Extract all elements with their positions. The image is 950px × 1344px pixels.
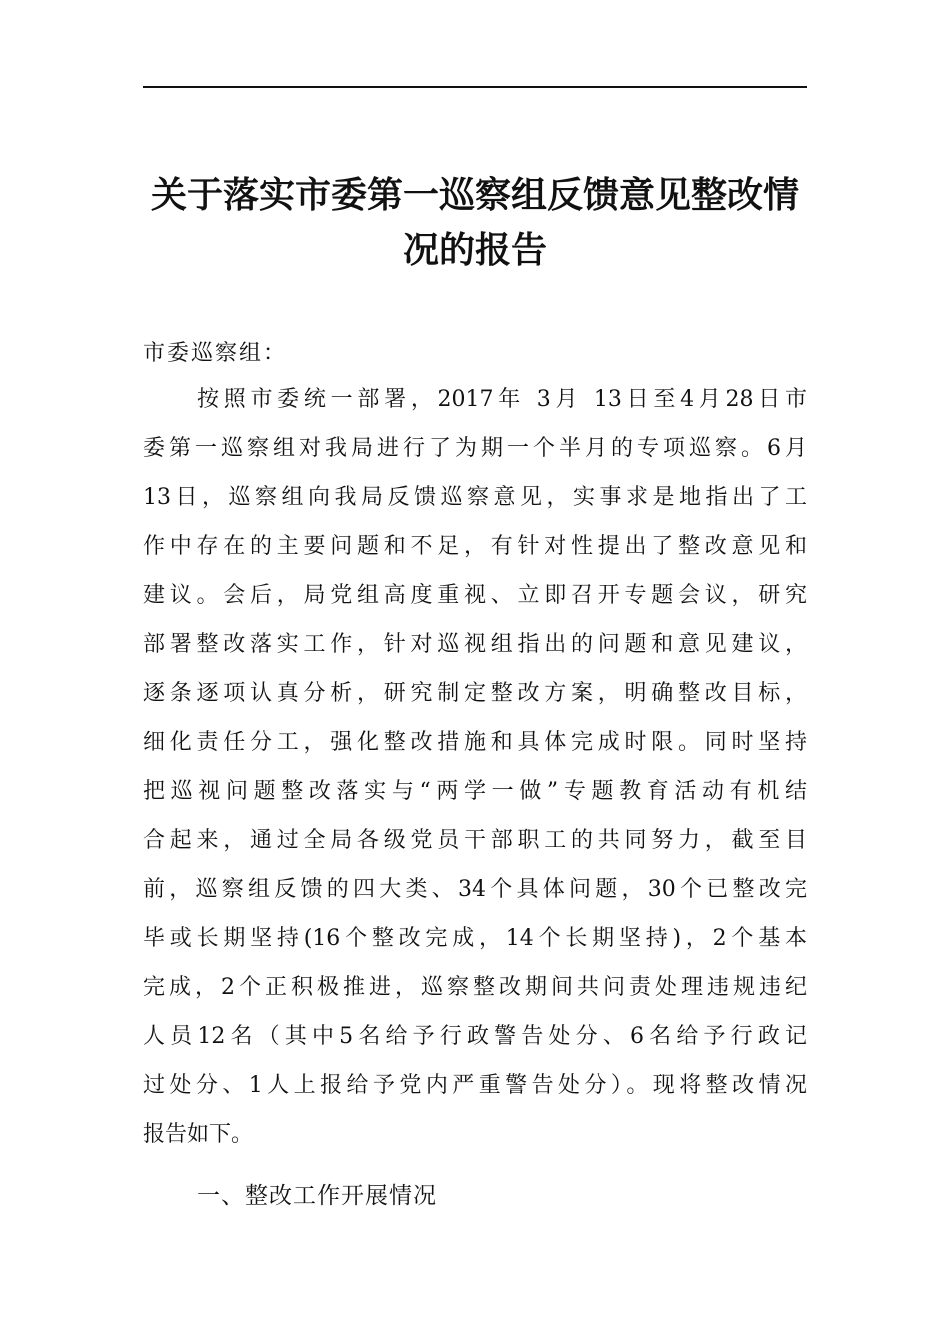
paragraph-line: 前，巡察组反馈的四大类、34个具体问题，30个已整改完 [143, 877, 807, 902]
paragraph-line: 报告如下。 [143, 1122, 254, 1147]
paragraph-line: 13日，巡察组向我局反馈巡察意见，实事求是地指出了工 [143, 485, 807, 510]
paragraph-line: 人员12名（其中5名给予行政警告处分、6名给予行政记 [143, 1024, 807, 1049]
paragraph-line: 过处分、1人上报给予党内严重警告处分）。现将整改情况 [143, 1073, 807, 1098]
paragraph-line: 把巡视问题整改落实与“两学一做”专题教育活动有机结 [143, 779, 807, 804]
paragraph-line: 按照市委统一部署，2017年 3月 13日至4月28日市 [197, 387, 807, 412]
header-rule [143, 86, 807, 88]
paragraph-line: 委第一巡察组对我局进行了为期一个半月的专项巡察。6月 [143, 436, 807, 461]
paragraph-line: 建议。会后，局党组高度重视、立即召开专题会议，研究 [143, 583, 807, 608]
paragraph-line: 完成，2个正积极推进，巡察整改期间共问责处理违规违纪 [143, 975, 807, 1000]
paragraph-line: 合起来，通过全局各级党员干部职工的共同努力，截至目 [143, 828, 807, 853]
paragraph-line: 毕或长期坚持(16个整改完成，14个长期坚持)，2个基本 [143, 926, 807, 951]
paragraph-line: 细化责任分工，强化整改措施和具体完成时限。同时坚持 [143, 730, 807, 755]
title-line: 况的报告 [402, 230, 547, 271]
salutation: 市委巡察组： [143, 341, 288, 366]
section-heading: 一、整改工作开展情况 [197, 1183, 437, 1209]
paragraph-line: 部署整改落实工作，针对巡视组指出的问题和意见建议， [143, 632, 807, 657]
document-title [143, 168, 807, 278]
title-line: 关于落实市委第一巡察组反馈意见整改情 [150, 175, 799, 216]
paragraph-line: 逐条逐项认真分析，研究制定整改方案，明确整改目标， [143, 681, 807, 706]
paragraph-line: 作中存在的主要问题和不足，有针对性提出了整改意见和 [143, 534, 807, 559]
